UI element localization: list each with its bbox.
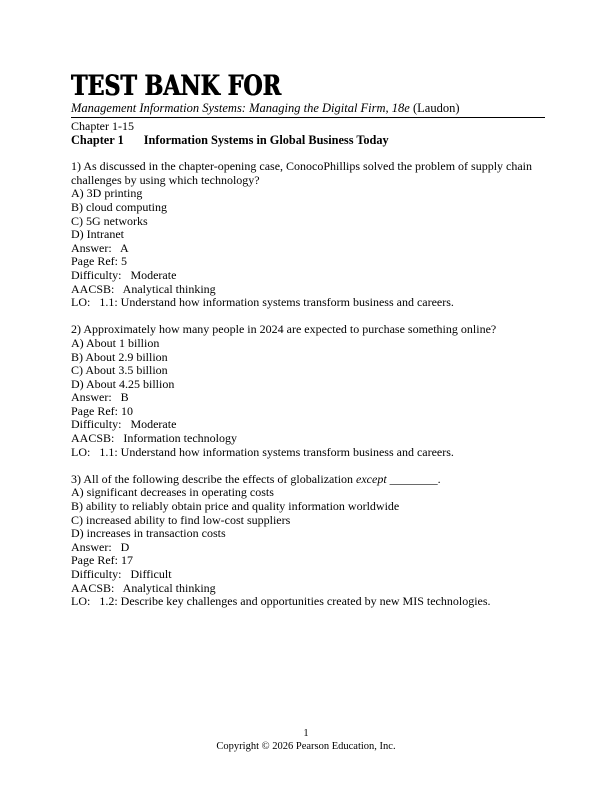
question-stem-line: 1) As discussed in the chapter-opening case, ConocoPhillips solved the problem of supply chain: [71, 159, 533, 174]
question-option: D) About 4.25 billion: [71, 376, 175, 391]
question-option: A) significant decreases in operating costs: [71, 485, 274, 500]
question-stem-line: [71, 473, 545, 487]
question-option: B) About 2.9 billion: [71, 349, 168, 364]
question-option: D) Intranet: [71, 227, 124, 242]
question-meta-line: Page Ref: 5: [71, 254, 127, 269]
book-author: (Laudon): [409, 101, 460, 115]
question-meta-line: LO: 1.1: Understand how information systems transform business and careers.: [71, 295, 454, 310]
chapter-label: Chapter 1: [71, 132, 124, 147]
text-segment: 3) All of the following describe the effects of globalization: [71, 471, 357, 486]
book-title-italic: Management Information Systems: Managing the Digital Firm, 18e: [71, 101, 410, 115]
question-meta-line: Answer: D: [71, 539, 130, 554]
question-meta-line: AACSB: Analytical thinking: [71, 281, 216, 296]
question-option: C) increased ability to find low-cost suppliers: [71, 512, 291, 527]
question-option: A) About 1 billion: [71, 335, 160, 350]
questions-list: [71, 160, 545, 609]
chapter-title: Information Systems in Global Business Today: [143, 132, 389, 147]
question-stem-line: 2) Approximately how many people in 2024 are expected to purchase something online?: [71, 322, 497, 337]
page-number: 1: [303, 728, 309, 739]
question-meta-line: Difficulty: Difficult: [71, 567, 172, 581]
question-stem-line: challenges by using which technology?: [71, 172, 260, 187]
question-option: B) cloud computing: [71, 199, 167, 214]
question-meta-line: Difficulty: Moderate: [71, 417, 177, 432]
document-title: [71, 70, 545, 103]
text-segment: ________.: [386, 471, 441, 486]
copyright-notice: Copyright © 2026 Pearson Education, Inc.: [216, 741, 396, 752]
question-meta-line: AACSB: Analytical thinking: [71, 580, 216, 595]
document-title-text: TEST BANK FOR: [71, 70, 282, 103]
question-meta-line: LO: 1.1: Understand how information systems transform business and careers.: [71, 444, 454, 459]
question-option: A) 3D printing: [71, 186, 143, 201]
chapter-heading: [71, 134, 545, 148]
question-option: B) ability to reliably obtain price and quality information worldwide: [71, 499, 400, 514]
question-meta-line: AACSB: Information technology: [71, 431, 237, 446]
question-option: D) increases in transaction costs: [71, 526, 226, 541]
question-meta-line: Page Ref: 10: [71, 403, 133, 418]
question-option: C) About 3.5 billion: [71, 363, 168, 378]
question-block: [71, 160, 545, 310]
page-footer: [0, 727, 612, 753]
question-meta-line: Difficulty: Moderate: [71, 267, 177, 282]
question-meta-line: Page Ref: 17: [71, 553, 133, 568]
question-meta-line: Answer: B: [71, 390, 129, 405]
question-meta-line: Answer: A: [71, 240, 129, 255]
book-subtitle: [71, 102, 545, 118]
question-block: [71, 473, 545, 609]
question-block: [71, 323, 545, 459]
question-meta-line: LO: 1.2: Describe key challenges and opportunities created by new MIS technologies.: [71, 594, 491, 609]
chapter-range: Chapter 1-15: [71, 119, 134, 133]
italic-text-segment: except: [356, 471, 387, 486]
question-option: C) 5G networks: [71, 213, 148, 228]
